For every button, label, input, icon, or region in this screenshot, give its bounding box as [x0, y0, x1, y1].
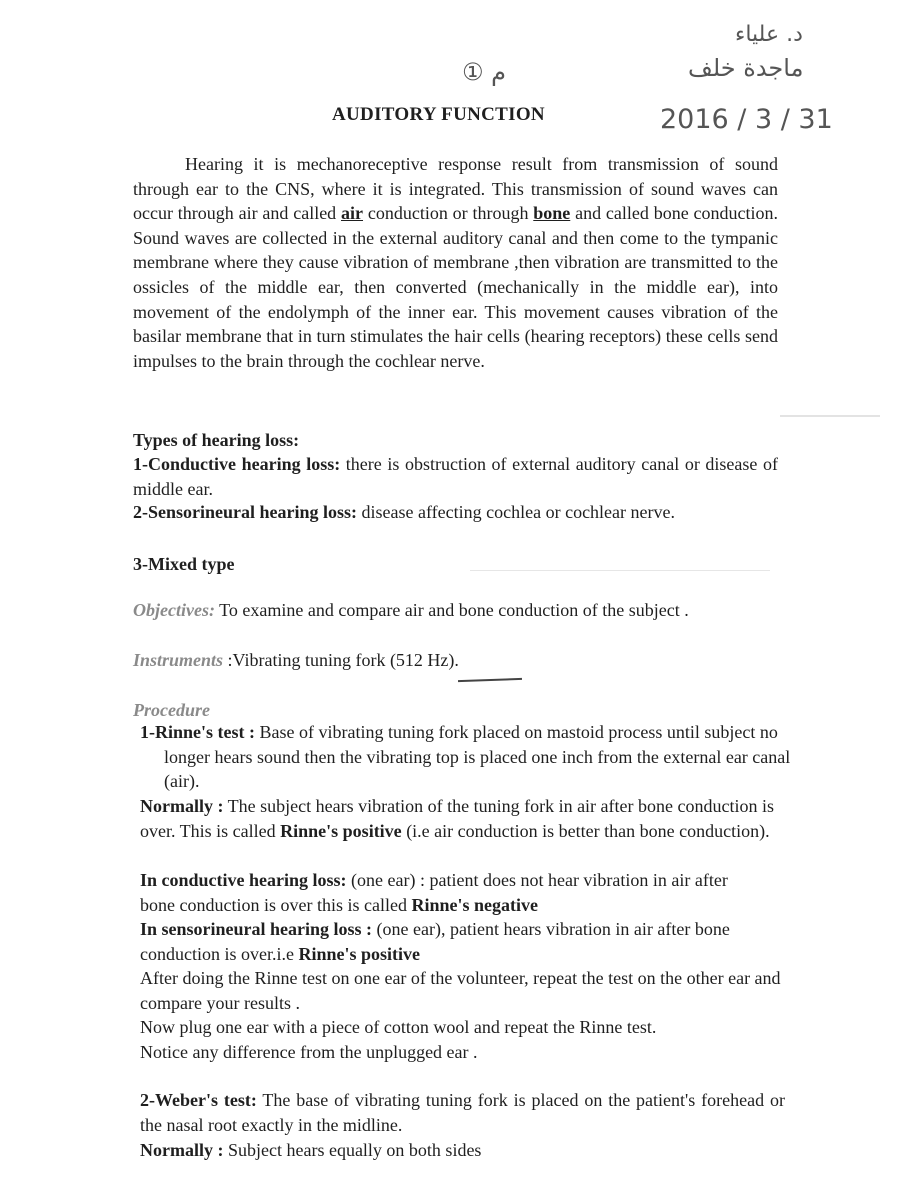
handwritten-date: 2016 / 3 / 31 — [660, 104, 833, 135]
types-heading-text: Types of hearing loss: — [133, 430, 300, 450]
conductive-loss-text: (one ear) : patient does not hear vibration in air after bone conduction is over this is called — [140, 870, 728, 915]
type-mixed — [133, 552, 778, 577]
intro-text-2: conduction or through — [363, 203, 534, 224]
types-heading — [133, 428, 778, 453]
sensorineural-loss-label: In sensorineural hearing loss : — [140, 919, 373, 939]
handwritten-name: د. علياء — [735, 22, 803, 47]
instruments-label: Instruments — [133, 650, 224, 670]
type-conductive-label: 1-Conductive hearing loss: — [133, 454, 341, 474]
procedure-heading — [133, 698, 778, 723]
conductive-loss-paragraph — [140, 868, 760, 917]
type-sensorineural-text: disease affecting cochlea or cochlear nerve. — [357, 502, 676, 522]
type-sensorineural — [133, 500, 778, 525]
handwritten-circled-mark: م ① — [462, 58, 507, 86]
weber-normally-text: Subject hears equally on both sides — [223, 1140, 482, 1160]
sensorineural-loss-text: (one ear), patient hears vibration in air after bone conduction is over.i.e — [140, 919, 730, 964]
weber-test-label: 2-Weber's test: — [140, 1090, 257, 1110]
rinne-positive-term: Rinne's positive — [280, 820, 402, 841]
intro-text-1: Hearing it is mechanoreceptive response result from transmission of sound through ear to the CNS, where it is integrated. This transmission of sound waves can occur through air and called — [133, 154, 778, 224]
rinne-test-label: 1-Rinne's test : — [140, 722, 255, 742]
rinne-normally-paragraph — [140, 794, 780, 843]
weber-normally-paragraph — [140, 1138, 785, 1163]
intro-text-3: and called bone conduction. Sound waves are collected in the external auditory canal and then come to the tympanic membrane where they cause vibration of membrane ,then vibration are transmitted to the ossicles of the middle ear, then converted (mechanically in the middle ear), into movement of the endolymph of the inner ear. This movement causes vibration of the basilar membrane that in turn stimulates the hair cells (hearing receptors) these cells send impulses to the brain through the cochlear nerve. — [133, 203, 778, 371]
intro-paragraph — [133, 152, 778, 373]
weber-test-paragraph — [140, 1088, 785, 1137]
rinne-normally-text-1: The subject hears vibration of the tuning fork in air after bone conduction is over. This is called — [140, 796, 774, 841]
type-sensorineural-label: 2-Sensorineural hearing loss: — [133, 502, 358, 522]
weber-normally-label: Normally : — [140, 1140, 224, 1160]
bone-term: bone — [533, 203, 571, 224]
objectives-paragraph — [133, 598, 778, 623]
weber-test-text: The base of vibrating tuning fork is placed on the patient's forehead or the nasal root exactly in the midline. — [140, 1090, 785, 1135]
underline-scribble — [458, 678, 522, 682]
after-rinne-paragraph — [140, 966, 785, 1015]
rinne-normally-label: Normally : — [140, 796, 224, 816]
air-term: air — [341, 203, 364, 224]
procedure-heading-text: Procedure — [133, 700, 210, 720]
type-conductive-text: there is obstruction of external auditory canal or disease of middle ear. — [133, 454, 778, 499]
rinne-negative-term: Rinne's negative — [411, 894, 538, 915]
bleed-through-mark — [780, 415, 880, 417]
type-mixed-label: 3-Mixed type — [133, 554, 235, 574]
plug-ear-text: Now plug one ear with a piece of cotton wool and repeat the Rinne test. — [140, 1017, 657, 1037]
notice-paragraph — [140, 1040, 785, 1065]
rinne-normally-text-2: (i.e air conduction is better than bone conduction). — [401, 820, 770, 841]
instruments-text: :Vibrating tuning fork (512 Hz). — [223, 650, 459, 670]
notice-text: Notice any difference from the unplugged ear . — [140, 1042, 478, 1062]
objectives-label: Objectives: — [133, 600, 215, 620]
conductive-loss-label: In conductive hearing loss: — [140, 870, 347, 890]
rinne-positive-term-2: Rinne's positive — [298, 943, 420, 964]
page-title: AUDITORY FUNCTION — [332, 104, 545, 125]
plug-ear-paragraph — [140, 1015, 785, 1040]
objectives-text: To examine and compare air and bone conduction of the subject . — [214, 600, 689, 620]
rinne-test-text: Base of vibrating tuning fork placed on mastoid process until subject no longer hears sound then the vibrating top is placed one inch from the external ear canal (air). — [164, 722, 791, 792]
type-conductive — [133, 452, 778, 501]
rinne-test-paragraph — [140, 720, 804, 794]
after-rinne-text: After doing the Rinne test on one ear of the volunteer, repeat the test on the other ear and compare your results . — [140, 968, 781, 1013]
sensorineural-loss-paragraph — [140, 917, 785, 966]
instruments-paragraph — [133, 648, 778, 673]
handwritten-author: ماجدة خلف — [688, 54, 804, 82]
